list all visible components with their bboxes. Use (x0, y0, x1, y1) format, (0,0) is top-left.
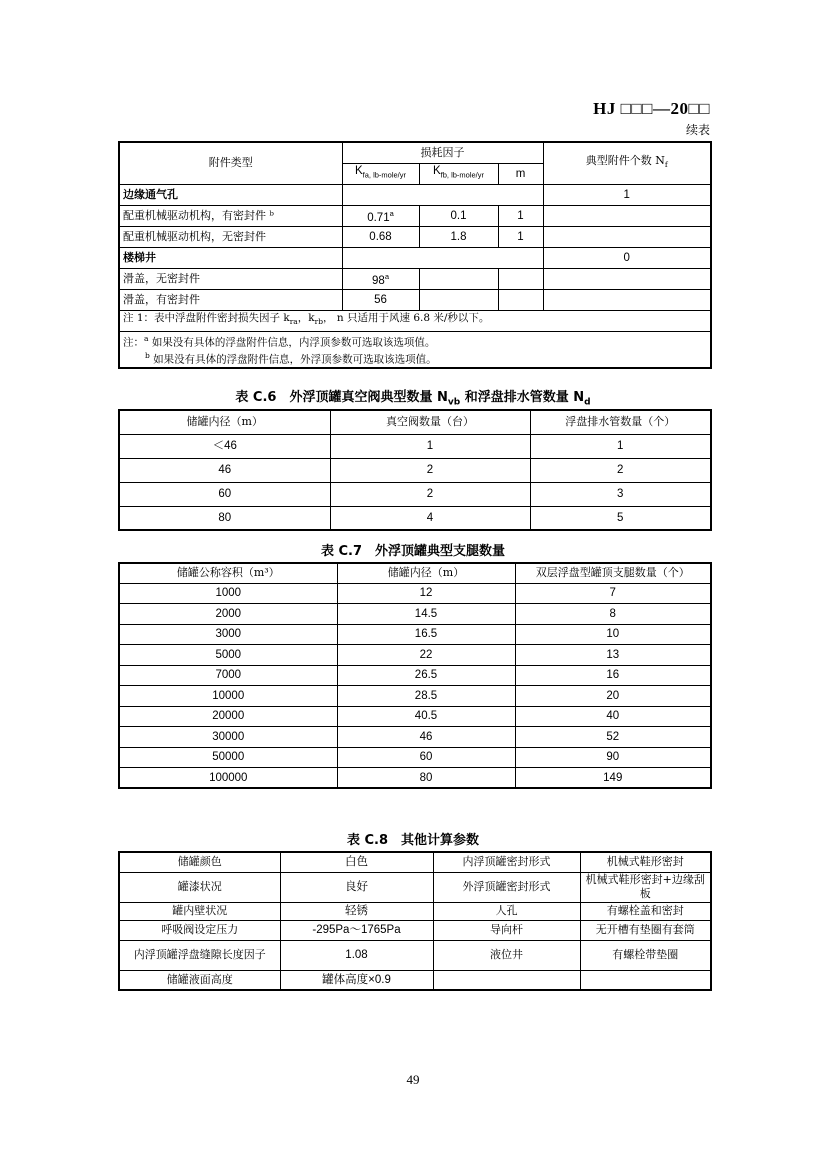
cell: 人孔 (433, 902, 580, 920)
row-kfa: 0.71$^a$ (342, 205, 419, 226)
note-1: 注 1：表中浮盘附件密封损失因子 $k_{ra}$，$k_{rb}$， n 只适用于风速 6.8 米/秒以下。 (119, 310, 711, 331)
table-row (119, 768, 711, 789)
table-note (119, 310, 711, 331)
table-row (119, 970, 711, 990)
row-count: 0 (543, 247, 711, 268)
cell: 28.5 (337, 686, 515, 707)
table-row (119, 686, 711, 707)
row-count (543, 205, 711, 226)
cell: 良好 (280, 872, 433, 902)
row-label: 配重机械驱动机构，无密封件 (119, 226, 342, 247)
cell: ＜46 (119, 434, 330, 458)
col-header: 储罐内径（m） (119, 410, 330, 434)
table-row (119, 583, 711, 604)
cell: 30000 (119, 727, 337, 748)
col-header: 储罐公称容积（m³） (119, 563, 337, 583)
row-count (543, 226, 711, 247)
standard-code: HJ □□□—20□□ (593, 99, 710, 118)
table-row (119, 727, 711, 748)
row-count: 1 (543, 184, 711, 205)
table-row (119, 205, 711, 226)
cell: 导向杆 (433, 920, 580, 940)
cell: 罐体高度×0.9 (280, 970, 433, 990)
caption-table-c6: 表 C.6 外浮顶罐真空阀典型数量 $N_{vb}$ 和浮盘排水管数量 $N_d$ (235, 390, 591, 408)
table-row (119, 268, 711, 289)
cell: 26.5 (337, 665, 515, 686)
cell: 机械式鞋形密封+边缘刮板 (580, 872, 711, 902)
header-loss-factor: 损耗因子 (342, 142, 543, 163)
cell: 白色 (280, 852, 433, 872)
row-empty (342, 247, 543, 268)
table-row (119, 852, 711, 872)
cell: 50000 (119, 747, 337, 768)
cell (580, 970, 711, 990)
cell: 8 (515, 604, 711, 625)
col-header: 浮盘排水管数量（个） (530, 410, 711, 434)
cell: 1 (330, 434, 530, 458)
continued-label: 续表 (685, 123, 710, 137)
row-kfb: 0.1 (419, 205, 498, 226)
note-2: 注：$^a$ 如果没有具体的浮盘附件信息，内浮顶参数可选取该选项值。 $^b$ 如果没有具体的浮盘附件信息，外浮顶参数可选取该选项值。 (119, 331, 711, 368)
cell: 5000 (119, 645, 337, 666)
cell: 20000 (119, 706, 337, 727)
cell: 2 (530, 458, 711, 482)
cell: 20 (515, 686, 711, 707)
cell: 80 (119, 506, 330, 530)
header-type: 附件类型 (119, 142, 342, 184)
cell: 46 (337, 727, 515, 748)
row-kfb (419, 268, 498, 289)
cell: 80 (337, 768, 515, 789)
cell: -295Pa～1765Pa (280, 920, 433, 940)
table-c8 (118, 851, 712, 991)
col-header: 真空阀数量（台） (330, 410, 530, 434)
table-row (119, 624, 711, 645)
cell: 罐漆状况 (119, 872, 280, 902)
table-row (119, 184, 711, 205)
cell: 14.5 (337, 604, 515, 625)
cell: 有螺栓带垫圈 (580, 940, 711, 970)
cell: 1 (530, 434, 711, 458)
row-kfa: 0.68 (342, 226, 419, 247)
row-label: 边缘通气孔 (119, 184, 342, 205)
table-row (119, 872, 711, 902)
row-kfb: 1.8 (419, 226, 498, 247)
header-kfa: $K_{fa, lb-mole/yr}$ (342, 163, 419, 184)
row-label: 滑盖，有密封件 (119, 289, 342, 310)
cell: 52 (515, 727, 711, 748)
cell: 5 (530, 506, 711, 530)
cell: 90 (515, 747, 711, 768)
caption-table-c8: 表 C.8 其他计算参数 (346, 833, 480, 848)
row-kfa: 56 (342, 289, 419, 310)
cell: 40.5 (337, 706, 515, 727)
cell: 7000 (119, 665, 337, 686)
cell: 12 (337, 583, 515, 604)
row-m: 1 (498, 205, 543, 226)
cell: 2 (330, 458, 530, 482)
cell: 罐内壁状况 (119, 902, 280, 920)
cell: 13 (515, 645, 711, 666)
cell: 储罐液面高度 (119, 970, 280, 990)
table-row (119, 747, 711, 768)
table-row (119, 665, 711, 686)
cell: 4 (330, 506, 530, 530)
table-c6 (118, 409, 712, 531)
cell: 10000 (119, 686, 337, 707)
cell: 1000 (119, 583, 337, 604)
row-m (498, 268, 543, 289)
table-row (119, 940, 711, 970)
header-kfb: $K_{fb, lb-mole/yr}$ (419, 163, 498, 184)
cell: 60 (119, 482, 330, 506)
table-row (119, 706, 711, 727)
col-header: 双层浮盘型罐顶支腿数量（个） (515, 563, 711, 583)
row-empty (342, 184, 543, 205)
cell: 内浮顶罐密封形式 (433, 852, 580, 872)
cell: 46 (119, 458, 330, 482)
cell: 3000 (119, 624, 337, 645)
table-row (119, 289, 711, 310)
cell: 16 (515, 665, 711, 686)
table-row (119, 458, 711, 482)
cell: 3 (530, 482, 711, 506)
cell: 储罐颜色 (119, 852, 280, 872)
table-row (119, 645, 711, 666)
cell: 无开槽有垫圈有套筒 (580, 920, 711, 940)
caption-table-c7: 表 C.7 外浮顶罐典型支腿数量 (320, 544, 506, 559)
cell: 机械式鞋形密封 (580, 852, 711, 872)
table-row (119, 920, 711, 940)
table-row (119, 506, 711, 530)
cell (433, 970, 580, 990)
page-number: 49 (406, 1072, 420, 1087)
table-note (119, 331, 711, 368)
table-row (119, 226, 711, 247)
table-row (119, 434, 711, 458)
cell: 10 (515, 624, 711, 645)
table-c5-continued (118, 141, 712, 369)
cell: 2000 (119, 604, 337, 625)
cell: 100000 (119, 768, 337, 789)
row-label: 滑盖，无密封件 (119, 268, 342, 289)
cell: 7 (515, 583, 711, 604)
row-count (543, 289, 711, 310)
cell: 40 (515, 706, 711, 727)
row-kfb (419, 289, 498, 310)
col-header: 储罐内径（m） (337, 563, 515, 583)
table-row (119, 902, 711, 920)
row-m (498, 289, 543, 310)
table-row (119, 604, 711, 625)
row-m: 1 (498, 226, 543, 247)
cell: 呼吸阀设定压力 (119, 920, 280, 940)
cell: 1.08 (280, 940, 433, 970)
cell: 16.5 (337, 624, 515, 645)
cell: 外浮顶罐密封形式 (433, 872, 580, 902)
cell: 液位井 (433, 940, 580, 970)
cell: 轻锈 (280, 902, 433, 920)
table-c7 (118, 562, 712, 789)
header-m: m (498, 163, 543, 184)
row-count (543, 268, 711, 289)
row-kfa: 98$^a$ (342, 268, 419, 289)
row-label: 配重机械驱动机构，有密封件 ᵇ (119, 205, 342, 226)
cell: 60 (337, 747, 515, 768)
row-label: 楼梯井 (119, 247, 342, 268)
cell: 149 (515, 768, 711, 789)
header-count: 典型附件个数 $N_f$ (543, 142, 711, 184)
cell: 22 (337, 645, 515, 666)
table-row (119, 482, 711, 506)
cell: 内浮顶罐浮盘缝隙长度因子 (119, 940, 280, 970)
table-row (119, 247, 711, 268)
cell: 2 (330, 482, 530, 506)
cell: 有螺栓盖和密封 (580, 902, 711, 920)
